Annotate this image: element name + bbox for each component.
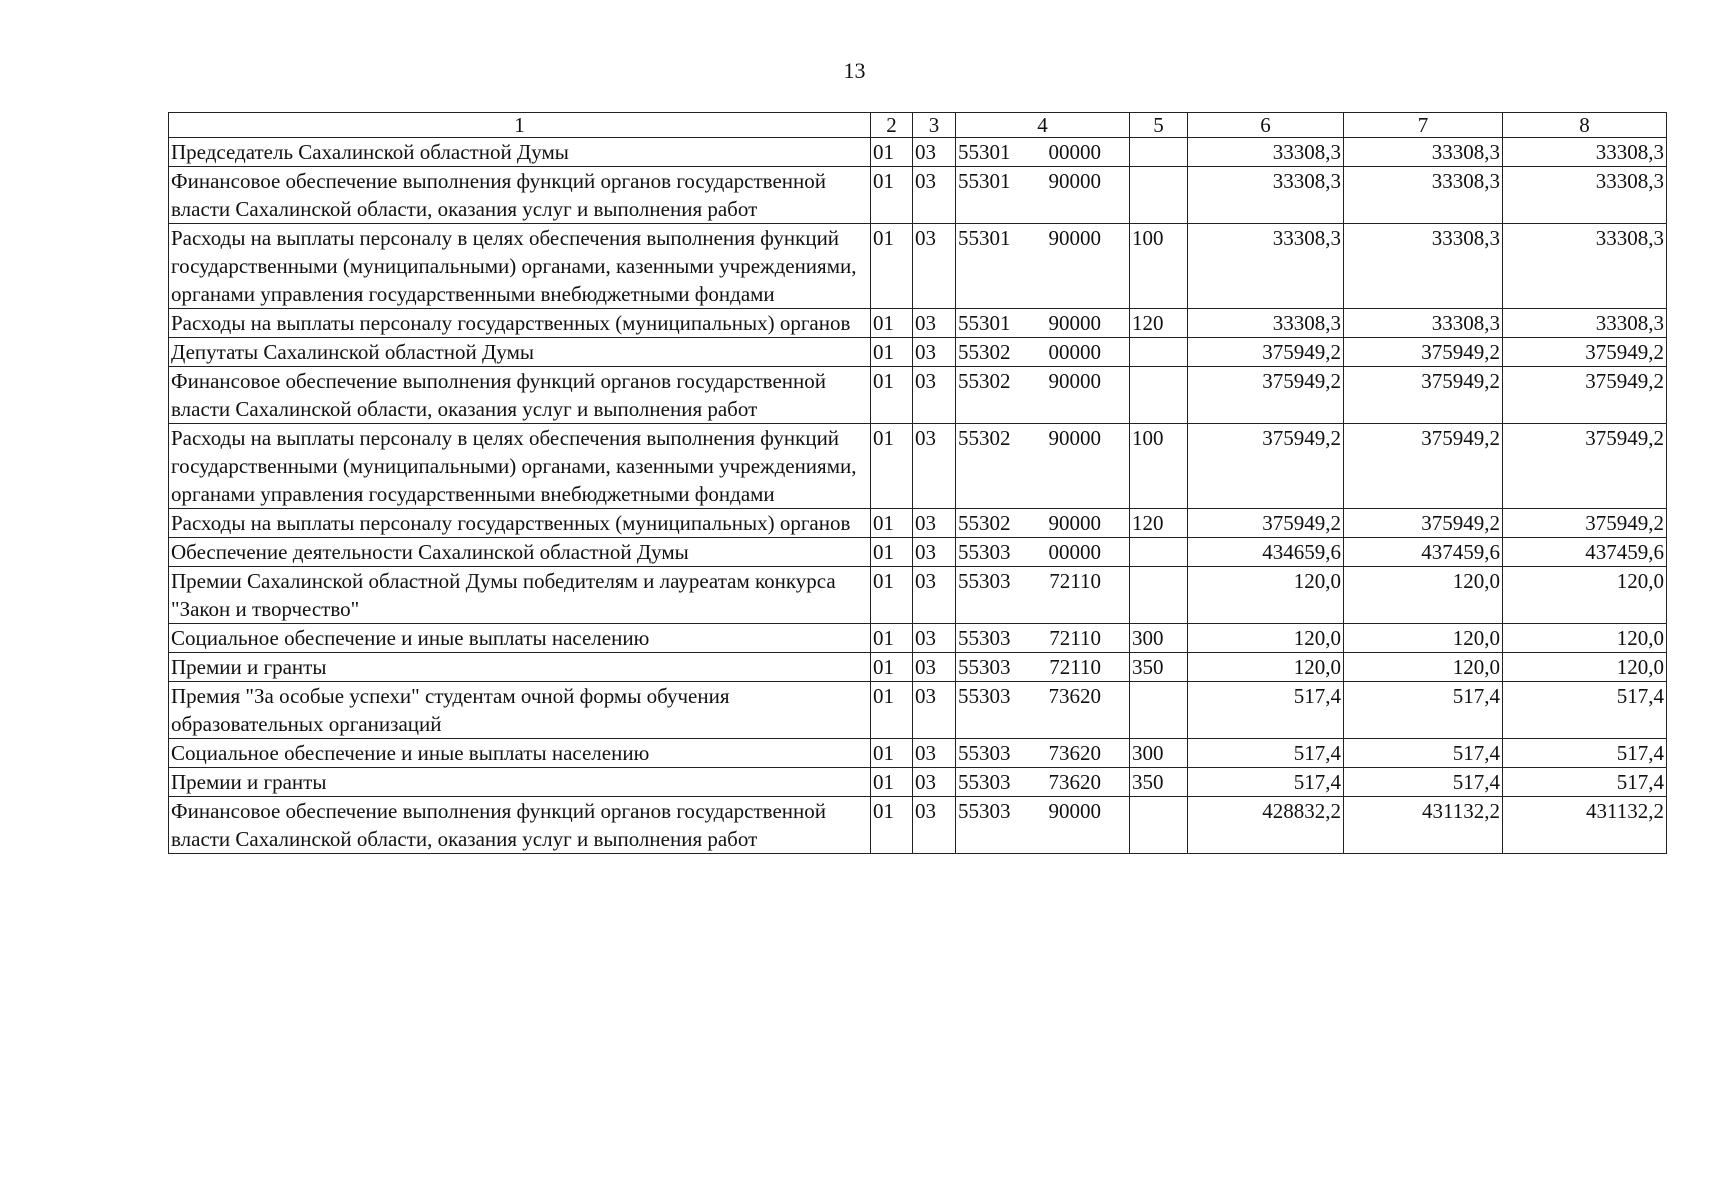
table-row — [169, 509, 1667, 538]
header-cell: 2 — [871, 113, 913, 138]
amount-col-8: 120,0 — [1503, 624, 1667, 653]
subsection-code: 03 — [913, 424, 956, 509]
direction-code: 00000 — [1048, 540, 1101, 564]
amount-col-8: 517,4 — [1503, 739, 1667, 768]
row-description: Премии и гранты — [169, 653, 871, 682]
direction-code: 72110 — [1049, 569, 1101, 593]
program-code: 55302 — [958, 426, 1011, 450]
table-row — [169, 567, 1667, 624]
amount-col-6: 33308,3 — [1188, 167, 1344, 224]
program-code: 55303 — [958, 569, 1011, 593]
amount-col-7: 33308,3 — [1344, 138, 1503, 167]
amount-col-8: 33308,3 — [1503, 167, 1667, 224]
expense-type-code — [1130, 338, 1188, 367]
direction-code: 00000 — [1048, 340, 1101, 364]
amount-col-6: 120,0 — [1188, 653, 1344, 682]
subsection-code: 03 — [913, 567, 956, 624]
target-article-code — [956, 538, 1130, 567]
subsection-code: 03 — [913, 167, 956, 224]
target-article-code — [956, 338, 1130, 367]
header-cell: 8 — [1503, 113, 1667, 138]
direction-code: 73620 — [1048, 684, 1101, 708]
section-code: 01 — [871, 653, 913, 682]
table-row — [169, 797, 1667, 854]
row-description: Социальное обеспечение и иные выплаты населению — [169, 624, 871, 653]
amount-col-7: 33308,3 — [1344, 167, 1503, 224]
program-code: 55301 — [958, 226, 1011, 250]
header-cell: 5 — [1130, 113, 1188, 138]
amount-col-8: 517,4 — [1503, 682, 1667, 739]
section-code: 01 — [871, 682, 913, 739]
header-cell: 7 — [1344, 113, 1503, 138]
amount-col-6: 375949,2 — [1188, 338, 1344, 367]
section-code: 01 — [871, 424, 913, 509]
amount-col-8: 33308,3 — [1503, 138, 1667, 167]
amount-col-6: 517,4 — [1188, 682, 1344, 739]
expense-type-code — [1130, 567, 1188, 624]
amount-col-7: 517,4 — [1344, 739, 1503, 768]
expense-type-code: 120 — [1130, 509, 1188, 538]
direction-code: 90000 — [1048, 169, 1101, 193]
amount-col-8: 437459,6 — [1503, 538, 1667, 567]
target-article-code — [956, 624, 1130, 653]
program-code: 55303 — [958, 741, 1011, 765]
amount-col-8: 375949,2 — [1503, 424, 1667, 509]
page-number: 13 — [843, 58, 866, 83]
direction-code: 90000 — [1048, 511, 1101, 535]
target-article-code — [956, 138, 1130, 167]
budget-table — [168, 112, 1667, 854]
direction-code: 90000 — [1048, 369, 1101, 393]
amount-col-8: 33308,3 — [1503, 224, 1667, 309]
amount-col-8: 517,4 — [1503, 768, 1667, 797]
row-description: Премии Сахалинской областной Думы победителям и лауреатам конкурса "Закон и творчество" — [169, 567, 871, 624]
amount-col-7: 375949,2 — [1344, 424, 1503, 509]
subsection-code: 03 — [913, 509, 956, 538]
table-row — [169, 653, 1667, 682]
row-description: Обеспечение деятельности Сахалинской областной Думы — [169, 538, 871, 567]
expense-type-code: 300 — [1130, 739, 1188, 768]
target-article-code — [956, 367, 1130, 424]
expense-type-code — [1130, 367, 1188, 424]
amount-col-6: 375949,2 — [1188, 367, 1344, 424]
section-code: 01 — [871, 509, 913, 538]
table-row — [169, 309, 1667, 338]
program-code: 55301 — [958, 311, 1011, 335]
direction-code: 90000 — [1048, 799, 1101, 823]
amount-col-6: 120,0 — [1188, 567, 1344, 624]
header-row — [169, 113, 1667, 138]
program-code: 55303 — [958, 540, 1011, 564]
target-article-code — [956, 739, 1130, 768]
amount-col-8: 120,0 — [1503, 567, 1667, 624]
section-code: 01 — [871, 367, 913, 424]
amount-col-6: 428832,2 — [1188, 797, 1344, 854]
row-description: Финансовое обеспечение выполнения функций органов государственной власти Сахалинской области, оказания услуг и выполнения работ — [169, 367, 871, 424]
row-description: Расходы на выплаты персоналу в целях обеспечения выполнения функций государственными (муниципальными) органами, казенными учреждениями, органами управления государственными внебюджетными фондами — [169, 224, 871, 309]
header-cell: 4 — [956, 113, 1130, 138]
amount-col-6: 120,0 — [1188, 624, 1344, 653]
row-description: Расходы на выплаты персоналу государственных (муниципальных) органов — [169, 509, 871, 538]
subsection-code: 03 — [913, 682, 956, 739]
amount-col-7: 517,4 — [1344, 682, 1503, 739]
section-code: 01 — [871, 624, 913, 653]
table-row — [169, 624, 1667, 653]
target-article-code — [956, 224, 1130, 309]
section-code: 01 — [871, 797, 913, 854]
program-code: 55303 — [958, 770, 1011, 794]
program-code: 55301 — [958, 169, 1011, 193]
header-cell: 6 — [1188, 113, 1344, 138]
program-code: 55302 — [958, 511, 1011, 535]
row-description: Социальное обеспечение и иные выплаты населению — [169, 739, 871, 768]
subsection-code: 03 — [913, 338, 956, 367]
target-article-code — [956, 309, 1130, 338]
expense-type-code: 300 — [1130, 624, 1188, 653]
row-description: Депутаты Сахалинской областной Думы — [169, 338, 871, 367]
direction-code: 73620 — [1048, 770, 1101, 794]
direction-code: 90000 — [1048, 226, 1101, 250]
amount-col-6: 517,4 — [1188, 768, 1344, 797]
subsection-code: 03 — [913, 624, 956, 653]
direction-code: 90000 — [1048, 426, 1101, 450]
amount-col-7: 120,0 — [1344, 653, 1503, 682]
section-code: 01 — [871, 567, 913, 624]
target-article-code — [956, 653, 1130, 682]
section-code: 01 — [871, 138, 913, 167]
expense-type-code — [1130, 538, 1188, 567]
amount-col-8: 375949,2 — [1503, 509, 1667, 538]
amount-col-7: 120,0 — [1344, 567, 1503, 624]
table-row — [169, 538, 1667, 567]
amount-col-6: 33308,3 — [1188, 138, 1344, 167]
header-cell: 1 — [169, 113, 871, 138]
direction-code: 90000 — [1048, 311, 1101, 335]
amount-col-7: 375949,2 — [1344, 338, 1503, 367]
expense-type-code: 120 — [1130, 309, 1188, 338]
table-row — [169, 224, 1667, 309]
target-article-code — [956, 567, 1130, 624]
amount-col-7: 431132,2 — [1344, 797, 1503, 854]
section-code: 01 — [871, 768, 913, 797]
table-row — [169, 682, 1667, 739]
subsection-code: 03 — [913, 224, 956, 309]
table-body — [169, 138, 1667, 854]
expense-type-code — [1130, 797, 1188, 854]
expense-type-code: 100 — [1130, 424, 1188, 509]
subsection-code: 03 — [913, 739, 956, 768]
target-article-code — [956, 682, 1130, 739]
amount-col-6: 33308,3 — [1188, 224, 1344, 309]
expense-type-code — [1130, 167, 1188, 224]
subsection-code: 03 — [913, 768, 956, 797]
section-code: 01 — [871, 538, 913, 567]
amount-col-6: 375949,2 — [1188, 424, 1344, 509]
expense-type-code: 350 — [1130, 653, 1188, 682]
amount-col-8: 120,0 — [1503, 653, 1667, 682]
program-code: 55303 — [958, 626, 1011, 650]
program-code: 55303 — [958, 655, 1011, 679]
table-row — [169, 138, 1667, 167]
amount-col-8: 375949,2 — [1503, 338, 1667, 367]
amount-col-7: 375949,2 — [1344, 509, 1503, 538]
program-code: 55302 — [958, 369, 1011, 393]
section-code: 01 — [871, 739, 913, 768]
direction-code: 72110 — [1049, 655, 1101, 679]
subsection-code: 03 — [913, 653, 956, 682]
row-description: Премия "За особые успехи" студентам очной формы обучения образовательных организаций — [169, 682, 871, 739]
target-article-code — [956, 167, 1130, 224]
amount-col-7: 33308,3 — [1344, 309, 1503, 338]
section-code: 01 — [871, 167, 913, 224]
amount-col-7: 375949,2 — [1344, 367, 1503, 424]
section-code: 01 — [871, 338, 913, 367]
header-cell: 3 — [913, 113, 956, 138]
table-row — [169, 338, 1667, 367]
subsection-code: 03 — [913, 138, 956, 167]
amount-col-7: 437459,6 — [1344, 538, 1503, 567]
amount-col-8: 33308,3 — [1503, 309, 1667, 338]
subsection-code: 03 — [913, 367, 956, 424]
row-description: Расходы на выплаты персоналу государственных (муниципальных) органов — [169, 309, 871, 338]
direction-code: 00000 — [1048, 140, 1101, 164]
expense-type-code: 350 — [1130, 768, 1188, 797]
program-code: 55303 — [958, 799, 1011, 823]
expense-type-code — [1130, 682, 1188, 739]
row-description: Премии и гранты — [169, 768, 871, 797]
expense-type-code — [1130, 138, 1188, 167]
amount-col-6: 33308,3 — [1188, 309, 1344, 338]
table-row — [169, 739, 1667, 768]
amount-col-8: 375949,2 — [1503, 367, 1667, 424]
program-code: 55302 — [958, 340, 1011, 364]
program-code: 55301 — [958, 140, 1011, 164]
row-description: Председатель Сахалинской областной Думы — [169, 138, 871, 167]
table-row — [169, 768, 1667, 797]
amount-col-6: 375949,2 — [1188, 509, 1344, 538]
section-code: 01 — [871, 309, 913, 338]
section-code: 01 — [871, 224, 913, 309]
target-article-code — [956, 424, 1130, 509]
target-article-code — [956, 797, 1130, 854]
table-row — [169, 367, 1667, 424]
amount-col-7: 33308,3 — [1344, 224, 1503, 309]
direction-code: 73620 — [1048, 741, 1101, 765]
direction-code: 72110 — [1049, 626, 1101, 650]
row-description: Финансовое обеспечение выполнения функций органов государственной власти Сахалинской области, оказания услуг и выполнения работ — [169, 167, 871, 224]
amount-col-6: 517,4 — [1188, 739, 1344, 768]
subsection-code: 03 — [913, 309, 956, 338]
program-code: 55303 — [958, 684, 1011, 708]
subsection-code: 03 — [913, 538, 956, 567]
target-article-code — [956, 768, 1130, 797]
amount-col-7: 120,0 — [1344, 624, 1503, 653]
row-description: Расходы на выплаты персоналу в целях обеспечения выполнения функций государственными (муниципальными) органами, казенными учреждениями, органами управления государственными внебюджетными фондами — [169, 424, 871, 509]
table-row — [169, 424, 1667, 509]
expense-type-code: 100 — [1130, 224, 1188, 309]
amount-col-8: 431132,2 — [1503, 797, 1667, 854]
target-article-code — [956, 509, 1130, 538]
subsection-code: 03 — [913, 797, 956, 854]
amount-col-7: 517,4 — [1344, 768, 1503, 797]
row-description: Финансовое обеспечение выполнения функций органов государственной власти Сахалинской области, оказания услуг и выполнения работ — [169, 797, 871, 854]
table-row — [169, 167, 1667, 224]
amount-col-6: 434659,6 — [1188, 538, 1344, 567]
